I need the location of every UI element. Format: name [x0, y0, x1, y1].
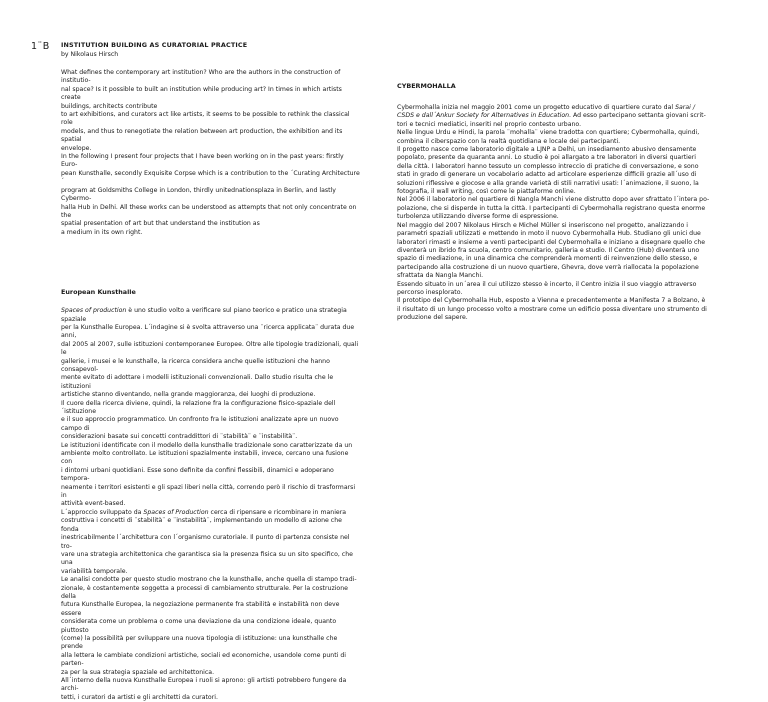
sarai-ankur-names: Sarai / CSDS e dall´Ankur Society for Alternatives in Education: [397, 104, 695, 120]
cybermohalla-text-start: Cybermohalla inizia nel maggio 2001 come un progetto educativo di quartiere curato dal: [397, 104, 676, 111]
right-column: [397, 82, 743, 323]
european-kunsthalle-heading: European Kunsthalle: [61, 288, 136, 297]
cybermohalla-paragraph: [397, 104, 743, 323]
european-kunsthalle-paragraph-1: [61, 307, 361, 509]
section-spacer: [61, 237, 361, 288]
spaces-of-production-title: Spaces of production: [61, 307, 127, 315]
spaces-of-production-title-2: Spaces of Production: [143, 508, 209, 516]
european-kunsthalle-paragraph-2: [61, 509, 361, 702]
intro-paragraph: What defines the contemporary art institution? Who are the authors in the construction of institutio- nal space? Is it possible to built an institution while producing art? In times in which artists create buildings, architects contribute to art exhibitions, and curators act like artists, it seems to be possible to rethink the classical role models, and thus to renegotiate the relation between art production, the exhibition and its spatial envelope. In the following I present four projects that I have been working on in the past years: firstly Euro- pean Kunsthalle, secondly Exquisite Corpse which is a contribution to the ´Curating Architecture´ program at Goldsmiths College in London, thirdly unitednationsplaza in Berlin, and lastly Cybermo- halla Hub in Delhi. All these works can be understood as attempts that not only concentrate on the spatial presentation of art but that understand the institution as a medium in its own right.: [61, 69, 360, 236]
cybermohalla-text: . Ad esso partecipano settanta giovani scrit- tori e tecnici mediatici, inseriti nel proprio contesto urbano. Nelle lingue Urdu e Hindi, la parola ¨mohalla¨ viene tradotta con quartiere; Cybermohalla, quindi, combina il ciberspazio con la realtà quotidiana e locale dei partecipanti. Il progetto nasce come laboratorio digitale a LJNP a Delhi, un insediamento abusivo densamente popolato, presente da quaranta anni. Lo studio è poi allargato a tre laboratori in diversi quartieri della città. I laboratori hanno tessuto un complesso intreccio di pratiche di conversazione, e sono stati in grado di generare un vocabolario adatto ad articolare esperienze difficili grazie all´uso di soluzioni riflessive e giocose e alla grande varietà di stili narrativi usati: l´animazione, il suono, la fotografia, il wall writing, così come le piattaforme online. Nel 2006 il laboratorio nel quartiere di Nangla Manchi viene distrutto dopo aver sfrattato l´intera po- polazione, che si disperde in tutta la città. I partecipanti di Cybermohalla registrano questa enorme turbolenza utilizzando diverse forme di espressione. Nel maggio del 2007 Nikolaus Hirsch e Michel Müller si inseriscono nel progetto, analizzando i parametri spaziali utilizzati e mettendo in moto il nuovo Cybermohalla Hub. Studiano gli unici due laboratori rimasti e insieme a venti partecipanti del Cybermohalla e iniziano a disegnare quello che diventerà un ibrido fra scuola, centro comunitario, galleria e studio. Il Centro (Hub) diventerà uno spazio di mediazione, in una dinamica che comprenderà momenti di reinvenzione dello stesso, e partecipando alla costruzione di un nuovo quartiere, Ghevra, dove verrà riallocata la popolazione sfrattata da Nangla Manchi. Essendo situato in un´area il cui utilizzo stesso è incerto, il Centro inizia il suo viaggio attraverso percorso inesplorato. Il prototipo del Cybermohalla Hub, esposto a Vienna e precedentemente a Manifesta 7 a Bolzano, è il risultato di un lungo processo volto a mostrare come un edificio possa diventare uno strumento di produzione del sapere.: [397, 112, 710, 322]
paragraph-1-text: è uno studio volto a verificare sul piano teorico e pratico una strategia spaziale per la Kunsthalle Europea. L´indagine si è svolta attraverso una ¨ricerca applicata¨ durata due anni, dal 2005 al 2007, sulle istituzioni contemporanee Europee. Oltre alle tipologie tradizionali, quali le gallerie, i musei e le kunsthalle, la ricerca considera anche quelle istituzioni che hanno consapevol- mente evitato di adottare i modelli istituzionali convenzionali. Dallo studio risulta che le istituzioni artistiche stanno diventando, nella grande maggioranza, dei luoghi di produzione. Il cuore della ricerca diviene, quindi, la relazione fra la configurazione fisico-spaziale dell´istituzione e il suo approccio programmatico. Un confronto fra le istituzioni analizzate apre un nuovo campo di considerazioni basate sui concetti contraddittori di ¨stabilità¨ e ¨instabilità¨. Le istituzioni identificate con il modello della kunsthalle tradizionale sono caratterizzate da un ambiente molto controllato. Le istituzioni spazialmente instabili, invece, cercano una fusione con i dintorni urbani quotidiani. Esse sono definite da confini flessibili, dinamici e adoperano tempora- neamente i territori esistenti e gli spazi liberi nella città, correndo però il rischio di trasformarsi in attività event-based.: [61, 307, 359, 508]
article-byline: by Nikolaus Hirsch: [61, 51, 119, 58]
paragraph-2-start: L´approccio sviluppato da: [61, 508, 144, 516]
page-number: 1¨B: [31, 41, 50, 52]
cybermohalla-heading: CYBERMOHALLA: [397, 82, 456, 90]
paragraph-2-text: cerca di ripensare e ricombinare in maniera costruttiva i concetti di ¨stabilità¨ e ¨instabilità¨, implementando un modello di azione che fonda inestricabilmente l´architettura con l´organismo curatoriale. Il punto di partenza consiste nel tro- vare una strategia architettonica che garantisca sia la presenza fisica su un sito specifico, che una variabilità temporale. Le analisi condotte per questo studio mostrano che la kunsthalle, anche quella di stampo tradi- zionale, è costantemente soggetta a processi di cambiamento strutturale. Per la costruzione della futura Kunsthalle Europea, la negoziazione permanente fra stabilità e instabilità non deve essere considerata come un problema o come una deviazione da una condizione ideale, quanto piuttosto (come) la possibilità per sviluppare una nuova tipologia di istituzione: una kunsthalle che prende alla lettera le cambiate condizioni artistiche, sociali ed economiche, usandole come punti di parten- za per la sua strategia spaziale ed architettonica. All´interno della nuova Kunsthalle Europea i ruoli si aprono: gli artisti potrebbero fungere da archi- tetti, i curatori da artisti e gli architetti da curatori.: [61, 508, 357, 701]
left-column: [61, 41, 361, 702]
article-title: INSTITUTION BUILDING AS CURATORIAL PRACTICE: [61, 41, 248, 49]
